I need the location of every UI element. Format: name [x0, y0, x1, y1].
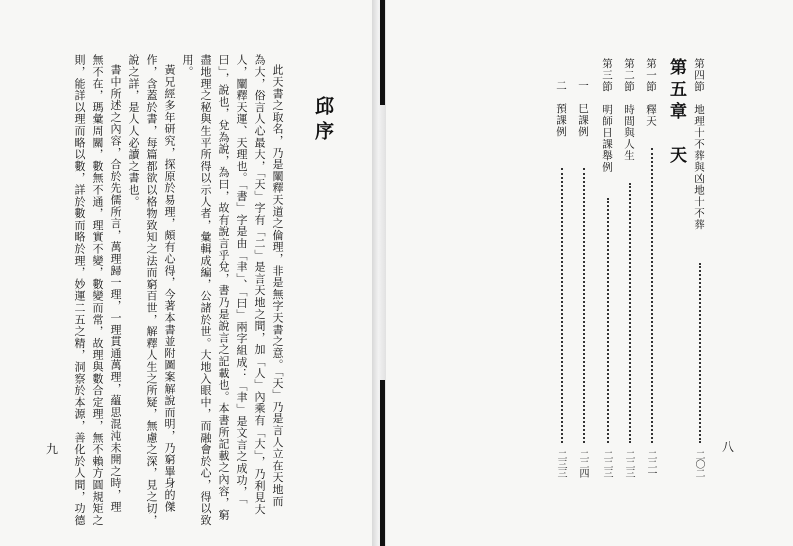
body-column-5: 盡地理之秘與生平所得以示人者，彙輯成編，公諸於世。大地入眼中，而融會於心，得以致	[199, 54, 212, 526]
toc-entry-section-2: 第二節 時間與人生 二二三	[623, 58, 635, 477]
toc-entry-section-1: 第一節 釋天 二二一	[645, 58, 657, 477]
toc-leader-dots	[607, 198, 609, 443]
body-column-6: 用。	[181, 54, 194, 78]
toc-entry-section-3: 第三節 明師日課舉例 二二三	[601, 58, 613, 477]
body-column-7: 黃兄經多年研究，探原於易理，頗有心得，今著本書並附圖案解說而明，乃窮畢身的傑	[163, 64, 176, 513]
toc-leader-dots	[561, 168, 563, 443]
body-column-8: 作，含蓋於書，每篇都欲以格物致知之法而窮百世，解釋人生之所疑，無慮之深，見之切，	[145, 54, 158, 526]
toc-entry-example-2: 二 預課例 二三三	[555, 80, 567, 477]
body-column-4: 曰」，說也，兌為說，為曰，故有說言乎兌，書乃是說言之記載也。本書所記載之內容，窮	[217, 54, 230, 521]
body-column-10: 書中所述之內容，合於先儒所言，萬理歸一理，一理貫通萬理，蘊思混沌未開之時，理	[109, 64, 122, 513]
page-edge-mark-bottom	[380, 380, 385, 546]
toc-leader-dots	[629, 183, 631, 443]
preface-title: 邱序	[312, 96, 334, 146]
toc-entry-chapter-5: 第五章 天	[666, 58, 686, 168]
right-page-number: 八	[722, 440, 735, 454]
left-page	[0, 0, 378, 546]
left-page-number: 九	[46, 442, 59, 456]
toc-entry-section-4: 第四節 地理十不葬與凶地十不葬 二〇二	[693, 58, 705, 477]
body-column-3: 人，闡釋天運、天理也。「書」字是由「聿」、「曰」兩字組成：「聿」是文言之成功，「	[235, 54, 248, 504]
body-column-1: 此天書之取名，乃是闡釋天道之倫理，非是無字天書之意。「天」乃是言人立在天地而	[271, 64, 284, 507]
page-edge-mark-top	[380, 0, 385, 105]
toc-leader-dots	[651, 148, 653, 443]
body-column-11: 無不在，瑪彙周關，數無不通，理實不變，數變而常，故理與數合定理，無不賴方圓規矩之	[91, 54, 104, 526]
body-column-9: 說之詳，是人人必讀之書也。	[127, 54, 140, 208]
toc-leader-dots	[583, 168, 585, 443]
body-column-12: 則，能詳以理而略以數，詳於數而略於理，妙運二五之精，洞察於本源，善化於人間，功德	[73, 54, 86, 526]
right-page	[386, 0, 793, 546]
toc-entry-example-1: 一 巳課例 二二四	[577, 80, 589, 477]
body-column-2: 為大，俗言人心最大，「天」字有「二」是言天地之間，加「人」內乘有「大」，乃利見大	[253, 54, 266, 515]
toc-leader-dots	[699, 263, 701, 443]
